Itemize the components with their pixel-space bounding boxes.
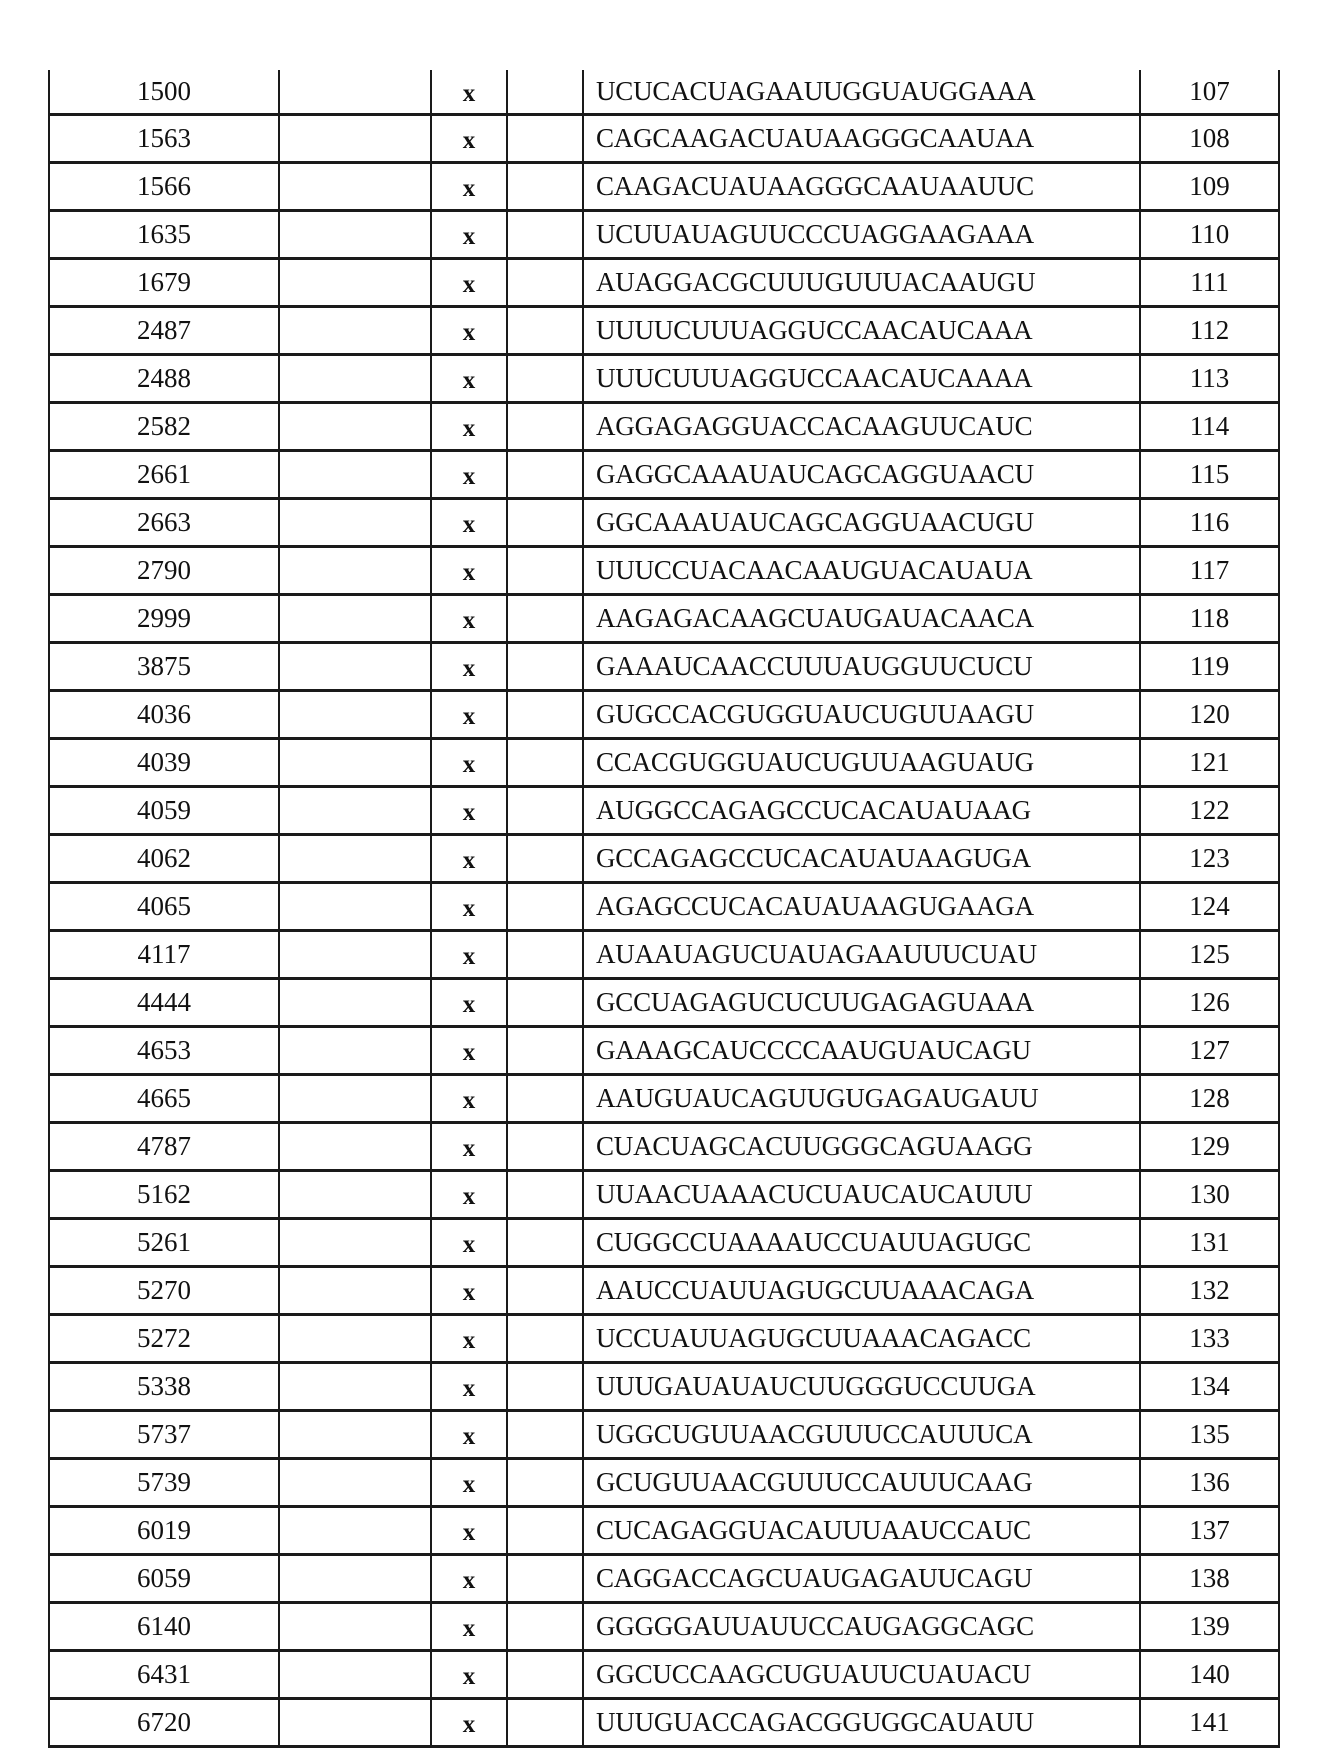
mark-cell: x xyxy=(431,835,507,883)
mark-cell: x xyxy=(431,883,507,931)
mark-cell: x xyxy=(431,1219,507,1267)
table-row xyxy=(49,883,1279,931)
seq-id-cell: 113 xyxy=(1140,355,1279,403)
table-row xyxy=(49,307,1279,355)
table-row xyxy=(49,1219,1279,1267)
sequence-cell: UCUUAUAGUUCCCUAGGAAGAAA xyxy=(583,211,1140,259)
position-cell: 6059 xyxy=(49,1555,279,1603)
empty-cell xyxy=(279,1027,431,1075)
empty-cell xyxy=(507,355,583,403)
empty-cell xyxy=(507,259,583,307)
seq-id-cell: 123 xyxy=(1140,835,1279,883)
empty-cell xyxy=(507,547,583,595)
empty-cell xyxy=(279,643,431,691)
empty-cell xyxy=(507,1267,583,1315)
mark-cell: x xyxy=(431,595,507,643)
position-cell: 5162 xyxy=(49,1171,279,1219)
mark-cell: x xyxy=(431,307,507,355)
table-row xyxy=(49,1315,1279,1363)
mark-cell: x xyxy=(431,1123,507,1171)
position-cell: 4039 xyxy=(49,739,279,787)
empty-cell xyxy=(507,1603,583,1651)
empty-cell xyxy=(507,1459,583,1507)
mark-cell: x xyxy=(431,1171,507,1219)
seq-id-cell: 118 xyxy=(1140,595,1279,643)
sequence-cell: UUUCUUUAGGUCCAACAUCAAAA xyxy=(583,355,1140,403)
position-cell: 1635 xyxy=(49,211,279,259)
mark-cell: x xyxy=(431,115,507,163)
empty-cell xyxy=(507,115,583,163)
sequence-cell: CUCAGAGGUACAUUUAAUCCAUC xyxy=(583,1507,1140,1555)
seq-id-cell: 120 xyxy=(1140,691,1279,739)
sequence-cell: UUUGUACCAGACGGUGGCAUAUU xyxy=(583,1699,1140,1747)
empty-cell xyxy=(279,211,431,259)
position-cell: 2663 xyxy=(49,499,279,547)
sequence-cell: GGGGGAUUAUUCCAUGAGGCAGC xyxy=(583,1603,1140,1651)
table-row xyxy=(49,499,1279,547)
empty-cell xyxy=(279,1171,431,1219)
mark-cell: x xyxy=(431,1603,507,1651)
empty-cell xyxy=(279,739,431,787)
seq-id-cell: 137 xyxy=(1140,1507,1279,1555)
empty-cell xyxy=(279,1267,431,1315)
empty-cell xyxy=(279,70,431,115)
position-cell: 4787 xyxy=(49,1123,279,1171)
sequence-cell: AUGGCCAGAGCCUCACAUAUAAG xyxy=(583,787,1140,835)
mark-cell: x xyxy=(431,355,507,403)
table-row xyxy=(49,1603,1279,1651)
seq-id-cell: 136 xyxy=(1140,1459,1279,1507)
seq-id-cell: 109 xyxy=(1140,163,1279,211)
mark-cell: x xyxy=(431,1363,507,1411)
empty-cell xyxy=(279,259,431,307)
sequence-table-body xyxy=(49,70,1279,1747)
sequence-cell: GCUGUUAACGUUUCCAUUUCAAG xyxy=(583,1459,1140,1507)
table-row xyxy=(49,211,1279,259)
position-cell: 2999 xyxy=(49,595,279,643)
empty-cell xyxy=(279,355,431,403)
sequence-cell: AGGAGAGGUACCACAAGUUCAUC xyxy=(583,403,1140,451)
mark-cell: x xyxy=(431,403,507,451)
table-row xyxy=(49,70,1279,115)
empty-cell xyxy=(279,1459,431,1507)
mark-cell: x xyxy=(431,451,507,499)
mark-cell: x xyxy=(431,979,507,1027)
mark-cell: x xyxy=(431,739,507,787)
table-row xyxy=(49,787,1279,835)
mark-cell: x xyxy=(431,70,507,115)
empty-cell xyxy=(507,979,583,1027)
empty-cell xyxy=(279,1507,431,1555)
empty-cell xyxy=(507,70,583,115)
seq-id-cell: 140 xyxy=(1140,1651,1279,1699)
empty-cell xyxy=(507,1699,583,1747)
seq-id-cell: 115 xyxy=(1140,451,1279,499)
table-row xyxy=(49,595,1279,643)
empty-cell xyxy=(507,787,583,835)
sequence-cell: UUAACUAAACUCUAUCAUCAUUU xyxy=(583,1171,1140,1219)
seq-id-cell: 133 xyxy=(1140,1315,1279,1363)
empty-cell xyxy=(507,1315,583,1363)
empty-cell xyxy=(279,163,431,211)
position-cell: 3875 xyxy=(49,643,279,691)
empty-cell xyxy=(279,691,431,739)
table-row xyxy=(49,835,1279,883)
sequence-cell: CCACGUGGUAUCUGUUAAGUAUG xyxy=(583,739,1140,787)
table-row xyxy=(49,1123,1279,1171)
sequence-cell: UUUGAUAUAUCUUGGGUCCUUGA xyxy=(583,1363,1140,1411)
empty-cell xyxy=(507,211,583,259)
sequence-cell: AGAGCCUCACAUAUAAGUGAAGA xyxy=(583,883,1140,931)
empty-cell xyxy=(507,1027,583,1075)
position-cell: 4444 xyxy=(49,979,279,1027)
mark-cell: x xyxy=(431,691,507,739)
position-cell: 6720 xyxy=(49,1699,279,1747)
sequence-cell: GGCUCCAAGCUGUAUUCUAUACU xyxy=(583,1651,1140,1699)
empty-cell xyxy=(507,1123,583,1171)
position-cell: 4065 xyxy=(49,883,279,931)
seq-id-cell: 126 xyxy=(1140,979,1279,1027)
empty-cell xyxy=(507,1507,583,1555)
sequence-cell: AAGAGACAAGCUAUGAUACAACA xyxy=(583,595,1140,643)
table-row xyxy=(49,1027,1279,1075)
empty-cell xyxy=(279,1219,431,1267)
table-row xyxy=(49,163,1279,211)
table-row xyxy=(49,1171,1279,1219)
mark-cell: x xyxy=(431,931,507,979)
sequence-cell: CAAGACUAUAAGGGCAAUAAUUC xyxy=(583,163,1140,211)
seq-id-cell: 127 xyxy=(1140,1027,1279,1075)
sequence-cell: CAGGACCAGCUAUGAGAUUCAGU xyxy=(583,1555,1140,1603)
empty-cell xyxy=(507,403,583,451)
mark-cell: x xyxy=(431,1507,507,1555)
empty-cell xyxy=(279,1075,431,1123)
seq-id-cell: 131 xyxy=(1140,1219,1279,1267)
table-row xyxy=(49,931,1279,979)
empty-cell xyxy=(279,1555,431,1603)
empty-cell xyxy=(507,835,583,883)
sequence-cell: GAAAGCAUCCCCAAUGUAUCAGU xyxy=(583,1027,1140,1075)
seq-id-cell: 119 xyxy=(1140,643,1279,691)
position-cell: 5272 xyxy=(49,1315,279,1363)
mark-cell: x xyxy=(431,163,507,211)
seq-id-cell: 134 xyxy=(1140,1363,1279,1411)
table-row xyxy=(49,1507,1279,1555)
empty-cell xyxy=(279,1123,431,1171)
empty-cell xyxy=(507,1171,583,1219)
position-cell: 5261 xyxy=(49,1219,279,1267)
table-row xyxy=(49,979,1279,1027)
position-cell: 6140 xyxy=(49,1603,279,1651)
sequence-cell: UUUUCUUUAGGUCCAACAUCAAA xyxy=(583,307,1140,355)
position-cell: 4059 xyxy=(49,787,279,835)
position-cell: 4653 xyxy=(49,1027,279,1075)
mark-cell: x xyxy=(431,787,507,835)
sequence-cell: GAGGCAAAUAUCAGCAGGUAACU xyxy=(583,451,1140,499)
table-row xyxy=(49,643,1279,691)
sequence-cell: GCCAGAGCCUCACAUAUAAGUGA xyxy=(583,835,1140,883)
empty-cell xyxy=(507,595,583,643)
mark-cell: x xyxy=(431,1555,507,1603)
mark-cell: x xyxy=(431,547,507,595)
table-row xyxy=(49,259,1279,307)
mark-cell: x xyxy=(431,1411,507,1459)
position-cell: 5737 xyxy=(49,1411,279,1459)
sequence-cell: CAGCAAGACUAUAAGGGCAAUAA xyxy=(583,115,1140,163)
table-row xyxy=(49,1459,1279,1507)
mark-cell: x xyxy=(431,499,507,547)
empty-cell xyxy=(507,451,583,499)
seq-id-cell: 139 xyxy=(1140,1603,1279,1651)
seq-id-cell: 135 xyxy=(1140,1411,1279,1459)
mark-cell: x xyxy=(431,211,507,259)
mark-cell: x xyxy=(431,1459,507,1507)
position-cell: 5739 xyxy=(49,1459,279,1507)
empty-cell xyxy=(279,547,431,595)
position-cell: 5270 xyxy=(49,1267,279,1315)
empty-cell xyxy=(279,1363,431,1411)
sequence-cell: GGCAAAUAUCAGCAGGUAACUGU xyxy=(583,499,1140,547)
empty-cell xyxy=(279,451,431,499)
position-cell: 2790 xyxy=(49,547,279,595)
sequence-cell: UUUCCUACAACAAUGUACAUAUA xyxy=(583,547,1140,595)
position-cell: 4036 xyxy=(49,691,279,739)
sequence-cell: UCCUAUUAGUGCUUAAACAGACC xyxy=(583,1315,1140,1363)
position-cell: 4062 xyxy=(49,835,279,883)
position-cell: 6431 xyxy=(49,1651,279,1699)
position-cell: 2661 xyxy=(49,451,279,499)
position-cell: 5338 xyxy=(49,1363,279,1411)
empty-cell xyxy=(507,739,583,787)
table-row xyxy=(49,547,1279,595)
mark-cell: x xyxy=(431,1075,507,1123)
mark-cell: x xyxy=(431,1315,507,1363)
table-row xyxy=(49,115,1279,163)
empty-cell xyxy=(279,403,431,451)
empty-cell xyxy=(279,1603,431,1651)
table-row xyxy=(49,1267,1279,1315)
seq-id-cell: 110 xyxy=(1140,211,1279,259)
seq-id-cell: 107 xyxy=(1140,70,1279,115)
seq-id-cell: 114 xyxy=(1140,403,1279,451)
sequence-cell: UCUCACUAGAAUUGGUAUGGAAA xyxy=(583,70,1140,115)
empty-cell xyxy=(279,1315,431,1363)
seq-id-cell: 116 xyxy=(1140,499,1279,547)
seq-id-cell: 117 xyxy=(1140,547,1279,595)
table-row xyxy=(49,1363,1279,1411)
sequence-cell: AUAAUAGUCUAUAGAAUUUCUAU xyxy=(583,931,1140,979)
empty-cell xyxy=(279,115,431,163)
sequence-cell: UGGCUGUUAACGUUUCCAUUUCA xyxy=(583,1411,1140,1459)
empty-cell xyxy=(507,1363,583,1411)
empty-cell xyxy=(279,307,431,355)
empty-cell xyxy=(507,1411,583,1459)
position-cell: 2582 xyxy=(49,403,279,451)
seq-id-cell: 138 xyxy=(1140,1555,1279,1603)
sequence-cell: AAUCCUAUUAGUGCUUAAACAGA xyxy=(583,1267,1140,1315)
position-cell: 4665 xyxy=(49,1075,279,1123)
position-cell: 1500 xyxy=(49,70,279,115)
seq-id-cell: 121 xyxy=(1140,739,1279,787)
empty-cell xyxy=(507,499,583,547)
empty-cell xyxy=(507,1651,583,1699)
empty-cell xyxy=(279,1699,431,1747)
seq-id-cell: 111 xyxy=(1140,259,1279,307)
seq-id-cell: 128 xyxy=(1140,1075,1279,1123)
seq-id-cell: 112 xyxy=(1140,307,1279,355)
seq-id-cell: 129 xyxy=(1140,1123,1279,1171)
mark-cell: x xyxy=(431,1267,507,1315)
empty-cell xyxy=(507,1219,583,1267)
mark-cell: x xyxy=(431,1027,507,1075)
sequence-cell: CUGGCCUAAAAUCCUAUUAGUGC xyxy=(583,1219,1140,1267)
sequence-cell: AUAGGACGCUUUGUUUACAAUGU xyxy=(583,259,1140,307)
mark-cell: x xyxy=(431,1651,507,1699)
empty-cell xyxy=(507,931,583,979)
mark-cell: x xyxy=(431,643,507,691)
seq-id-cell: 124 xyxy=(1140,883,1279,931)
empty-cell xyxy=(507,1555,583,1603)
position-cell: 1563 xyxy=(49,115,279,163)
sequence-cell: GUGCCACGUGGUAUCUGUUAAGU xyxy=(583,691,1140,739)
empty-cell xyxy=(279,979,431,1027)
empty-cell xyxy=(507,643,583,691)
empty-cell xyxy=(279,787,431,835)
empty-cell xyxy=(507,163,583,211)
mark-cell: x xyxy=(431,259,507,307)
seq-id-cell: 132 xyxy=(1140,1267,1279,1315)
table-row xyxy=(49,691,1279,739)
sequence-cell: GCCUAGAGUCUCUUGAGAGUAAA xyxy=(583,979,1140,1027)
empty-cell xyxy=(507,691,583,739)
empty-cell xyxy=(279,883,431,931)
empty-cell xyxy=(279,1651,431,1699)
position-cell: 1679 xyxy=(49,259,279,307)
table-row xyxy=(49,355,1279,403)
empty-cell xyxy=(279,835,431,883)
table-row xyxy=(49,1075,1279,1123)
seq-id-cell: 141 xyxy=(1140,1699,1279,1747)
sequence-table xyxy=(48,70,1280,1748)
empty-cell xyxy=(279,931,431,979)
seq-id-cell: 122 xyxy=(1140,787,1279,835)
table-row xyxy=(49,1555,1279,1603)
seq-id-cell: 125 xyxy=(1140,931,1279,979)
seq-id-cell: 130 xyxy=(1140,1171,1279,1219)
mark-cell: x xyxy=(431,1699,507,1747)
position-cell: 4117 xyxy=(49,931,279,979)
empty-cell xyxy=(279,595,431,643)
empty-cell xyxy=(279,499,431,547)
position-cell: 1566 xyxy=(49,163,279,211)
sequence-cell: GAAAUCAACCUUUAUGGUUCUCU xyxy=(583,643,1140,691)
sequence-cell: CUACUAGCACUUGGGCAGUAAGG xyxy=(583,1123,1140,1171)
table-row xyxy=(49,1411,1279,1459)
seq-id-cell: 108 xyxy=(1140,115,1279,163)
table-row xyxy=(49,1699,1279,1747)
table-row xyxy=(49,1651,1279,1699)
empty-cell xyxy=(507,1075,583,1123)
table-row xyxy=(49,739,1279,787)
position-cell: 6019 xyxy=(49,1507,279,1555)
empty-cell xyxy=(507,883,583,931)
table-row xyxy=(49,451,1279,499)
position-cell: 2488 xyxy=(49,355,279,403)
sequence-cell: AAUGUAUCAGUUGUGAGAUGAUU xyxy=(583,1075,1140,1123)
empty-cell xyxy=(507,307,583,355)
empty-cell xyxy=(279,1411,431,1459)
table-row xyxy=(49,403,1279,451)
position-cell: 2487 xyxy=(49,307,279,355)
